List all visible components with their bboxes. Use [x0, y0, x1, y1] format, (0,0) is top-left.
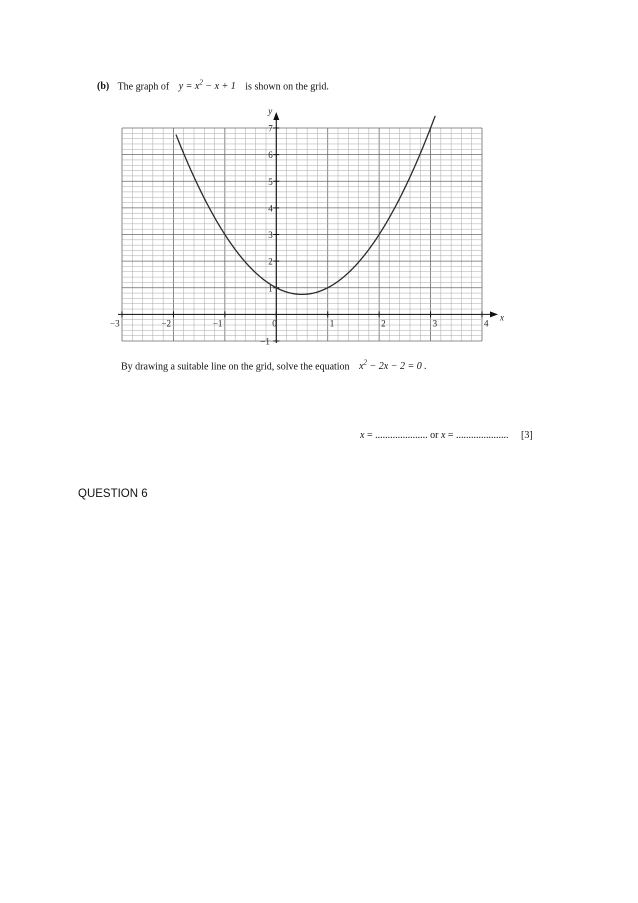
- answer-blank-1[interactable]: = ..................... or: [364, 430, 441, 441]
- x-axis-label: x: [500, 312, 504, 323]
- y-tick-label: 5: [268, 176, 273, 187]
- x-tick-label: −1: [212, 318, 223, 329]
- y-tick-label: 4: [268, 203, 273, 214]
- answer-var-2: x: [440, 430, 446, 441]
- x-tick-label: −2: [161, 318, 172, 329]
- question-heading: QUESTION 6: [78, 488, 148, 500]
- marks-badge: [3]: [521, 430, 533, 441]
- x-axis-arrow: [490, 311, 498, 317]
- instruction-equation: $x^2 - 2x - 2 = 0$ .: [359, 359, 427, 373]
- answer-var-1: x: [360, 430, 365, 441]
- part-intro: The graph of: [117, 81, 170, 93]
- x-tick-label: 3: [432, 318, 438, 329]
- y-tick-label: 1: [268, 283, 273, 294]
- quadratic-curve: [176, 116, 435, 295]
- x-tick-label: 2: [381, 318, 386, 329]
- x-tick-label: 0: [272, 318, 277, 329]
- part-b-prompt: [97, 79, 329, 92]
- part-label: (b): [97, 81, 110, 93]
- y-tick-label: 2: [268, 256, 273, 267]
- answer-line: [360, 430, 533, 441]
- y-tick-label: 6: [268, 150, 273, 161]
- quadratic-graph: [110, 106, 504, 347]
- x-tick-label: 1: [329, 318, 335, 329]
- y-tick-label: 7: [268, 123, 273, 134]
- x-tick-label: 4: [484, 318, 489, 329]
- instruction: [121, 359, 434, 372]
- y-tick-label: 3: [268, 230, 273, 240]
- part-suffix: is shown on the grid.: [245, 81, 329, 93]
- y-axis-arrow: [273, 112, 279, 120]
- y-tick-label: −1: [260, 336, 270, 347]
- graph-equation: $y = x^2 - x + 1$: [178, 79, 236, 93]
- x-tick-label: −3: [110, 318, 120, 329]
- y-axis-label: y: [268, 106, 273, 116]
- instruction-text: By drawing a suitable line on the grid, solve the equation: [121, 361, 350, 373]
- answer-blank-2[interactable]: = .....................: [445, 430, 509, 441]
